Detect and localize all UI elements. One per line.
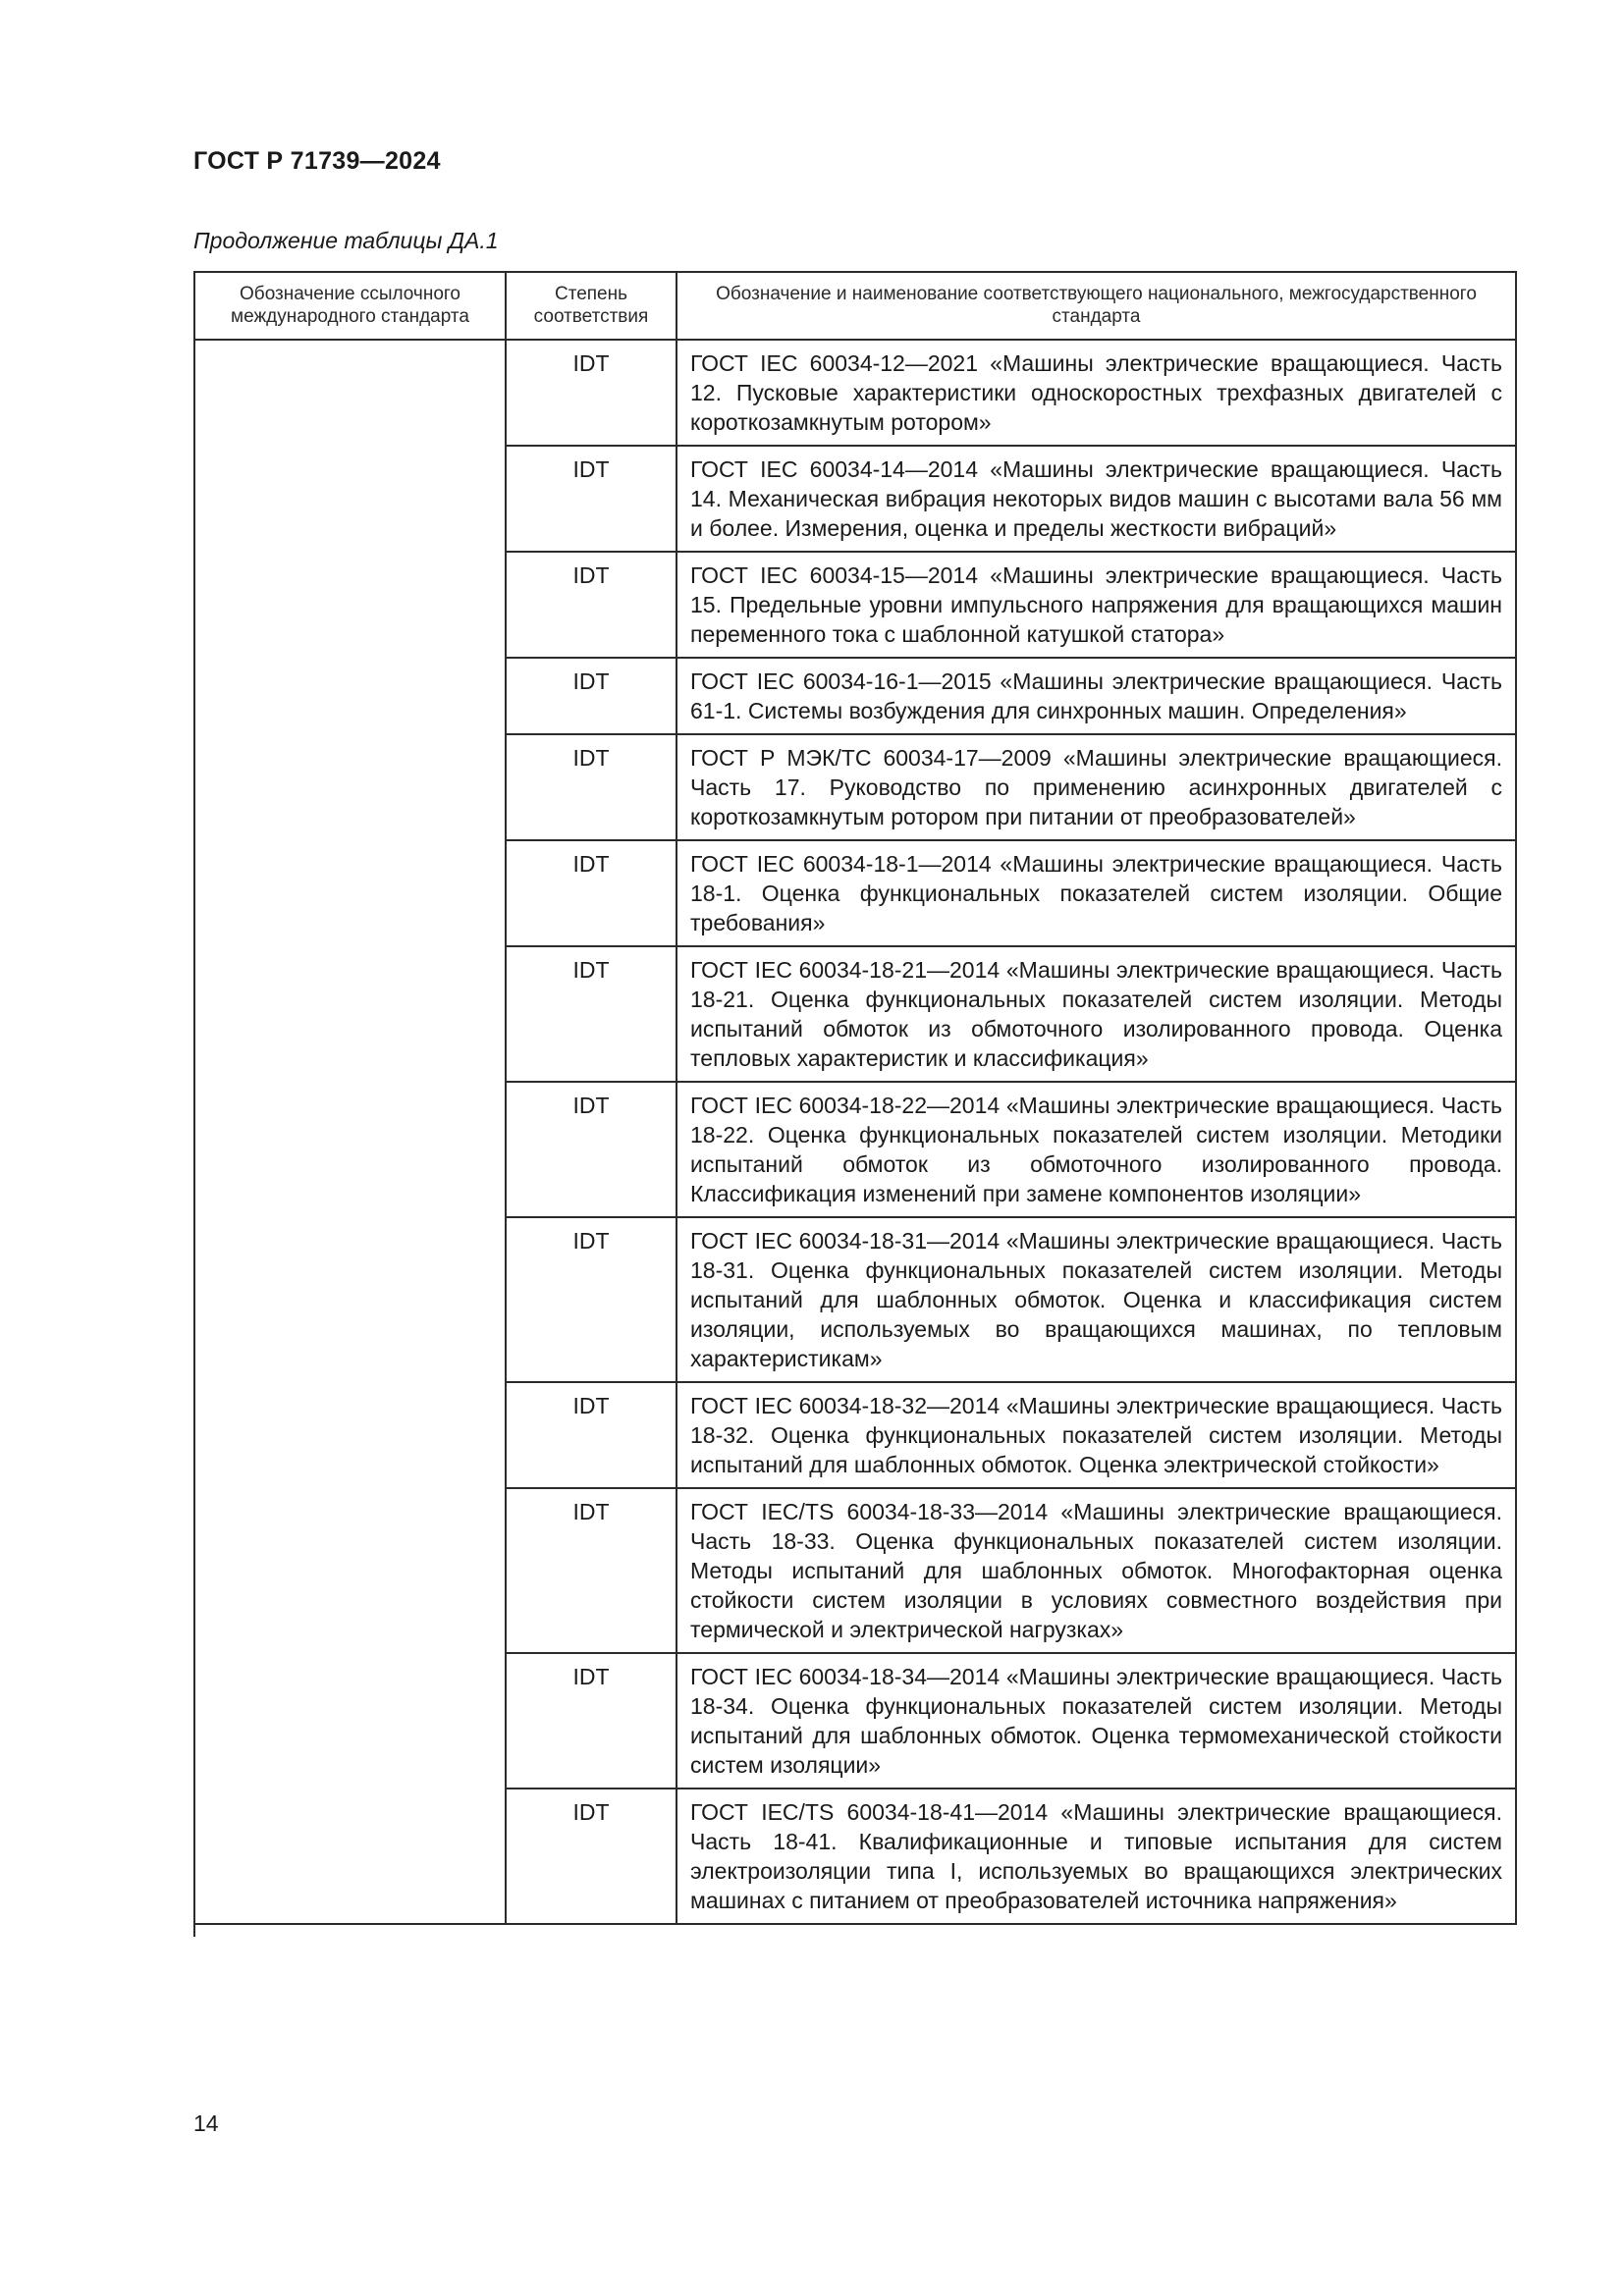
page-number: 14 — [193, 2110, 219, 2136]
column-header-degree: Степень соответствия — [506, 272, 677, 340]
national-standard-cell: ГОСТ IEC 60034-12—2021 «Машины электрические вращающиеся. Часть 12. Пусковые характеристики односкоростных трехфазных двигателей с короткозамкнутым ротором» — [677, 340, 1516, 446]
degree-cell: IDT — [506, 840, 677, 946]
degree-cell: IDT — [506, 1382, 677, 1488]
degree-cell: IDT — [506, 1653, 677, 1789]
table-row — [194, 340, 1516, 446]
degree-cell: IDT — [506, 1217, 677, 1382]
table-body — [194, 340, 1516, 1924]
table-left-border-continuation — [193, 1923, 195, 1937]
national-standard-cell: ГОСТ IEC 60034-14—2014 «Машины электрические вращающиеся. Часть 14. Механическая вибрация некоторых видов машин с высотами вала 56 мм и более. Измерения, оценка и пределы жесткости вибраций» — [677, 446, 1516, 552]
table-caption: Продолжение таблицы ДА.1 — [193, 228, 499, 253]
table-header — [194, 272, 1516, 340]
national-standard-cell: ГОСТ IEC 60034-18-21—2014 «Машины электрические вращающиеся. Часть 18-21. Оценка функциональных показателей систем изоляции. Методы испытаний обмоток из обмоточного изолированного провода. Оценка тепловых характеристик и классификация» — [677, 946, 1516, 1082]
national-standard-cell: ГОСТ IEC 60034-18-1—2014 «Машины электрические вращающиеся. Часть 18-1. Оценка функциональных показателей систем изоляции. Общие требования» — [677, 840, 1516, 946]
national-standard-cell: ГОСТ IEC 60034-18-22—2014 «Машины электрические вращающиеся. Часть 18-22. Оценка функциональных показателей систем изоляции. Методики испытаний обмоток из обмоточного изолированного провода. Классификация изменений при замене компонентов изоляции» — [677, 1082, 1516, 1217]
national-standard-cell: ГОСТ IEC 60034-16-1—2015 «Машины электрические вращающиеся. Часть 61-1. Системы возбуждения для синхронных машин. Определения» — [677, 658, 1516, 734]
national-standard-cell: ГОСТ Р МЭК/ТС 60034-17—2009 «Машины электрические вращающиеся. Часть 17. Руководство по применению асинхронных двигателей с короткозамкнутым ротором при питании от преобразователей» — [677, 734, 1516, 840]
header-row — [194, 272, 1516, 340]
degree-cell: IDT — [506, 1082, 677, 1217]
degree-cell: IDT — [506, 1789, 677, 1924]
document-header: ГОСТ Р 71739—2024 — [193, 147, 441, 175]
national-standard-cell: ГОСТ IEC 60034-15—2014 «Машины электрические вращающиеся. Часть 15. Предельные уровни импульсного напряжения для вращающихся машин переменного тока с шаблонной катушкой статора» — [677, 552, 1516, 658]
degree-cell: IDT — [506, 946, 677, 1082]
degree-cell: IDT — [506, 446, 677, 552]
national-standard-cell: ГОСТ IEC 60034-18-34—2014 «Машины электрические вращающиеся. Часть 18-34. Оценка функциональных показателей систем изоляции. Методы испытаний для шаблонных обмоток. Оценка термомеханической стойкости систем изоляции» — [677, 1653, 1516, 1789]
national-standard-cell: ГОСТ IEC/TS 60034-18-41—2014 «Машины электрические вращающиеся. Часть 18-41. Квалификационные и типовые испытания для систем электроизоляции типа I, используемых во вращающихся электрических машинах с питанием от преобразователей источника напряжения» — [677, 1789, 1516, 1924]
column-header-national-standard: Обозначение и наименование соответствующего национального, межгосударственного стандарта — [677, 272, 1516, 340]
degree-cell: IDT — [506, 552, 677, 658]
degree-cell: IDT — [506, 658, 677, 734]
degree-cell: IDT — [506, 340, 677, 446]
international-standard-cell — [194, 340, 506, 1924]
national-standard-cell: ГОСТ IEC 60034-18-31—2014 «Машины электрические вращающиеся. Часть 18-31. Оценка функциональных показателей систем изоляции. Методы испытаний для шаблонных обмоток. Оценка и классификация систем изоляции, используемых во вращающихся машинах, по тепловым характеристикам» — [677, 1217, 1516, 1382]
standards-table — [193, 271, 1517, 1925]
degree-cell: IDT — [506, 734, 677, 840]
degree-cell: IDT — [506, 1488, 677, 1653]
national-standard-cell: ГОСТ IEC 60034-18-32—2014 «Машины электрические вращающиеся. Часть 18-32. Оценка функциональных показателей систем изоляции. Методы испытаний для шаблонных обмоток. Оценка электрической стойкости» — [677, 1382, 1516, 1488]
national-standard-cell: ГОСТ IEC/TS 60034-18-33—2014 «Машины электрические вращающиеся. Часть 18-33. Оценка функциональных показателей систем изоляции. Методы испытаний для шаблонных обмоток. Многофакторная оценка стойкости систем изоляции в условиях совместного воздействия при термической и электрической нагрузках» — [677, 1488, 1516, 1653]
column-header-international-standard: Обозначение ссылочного международного стандарта — [194, 272, 506, 340]
